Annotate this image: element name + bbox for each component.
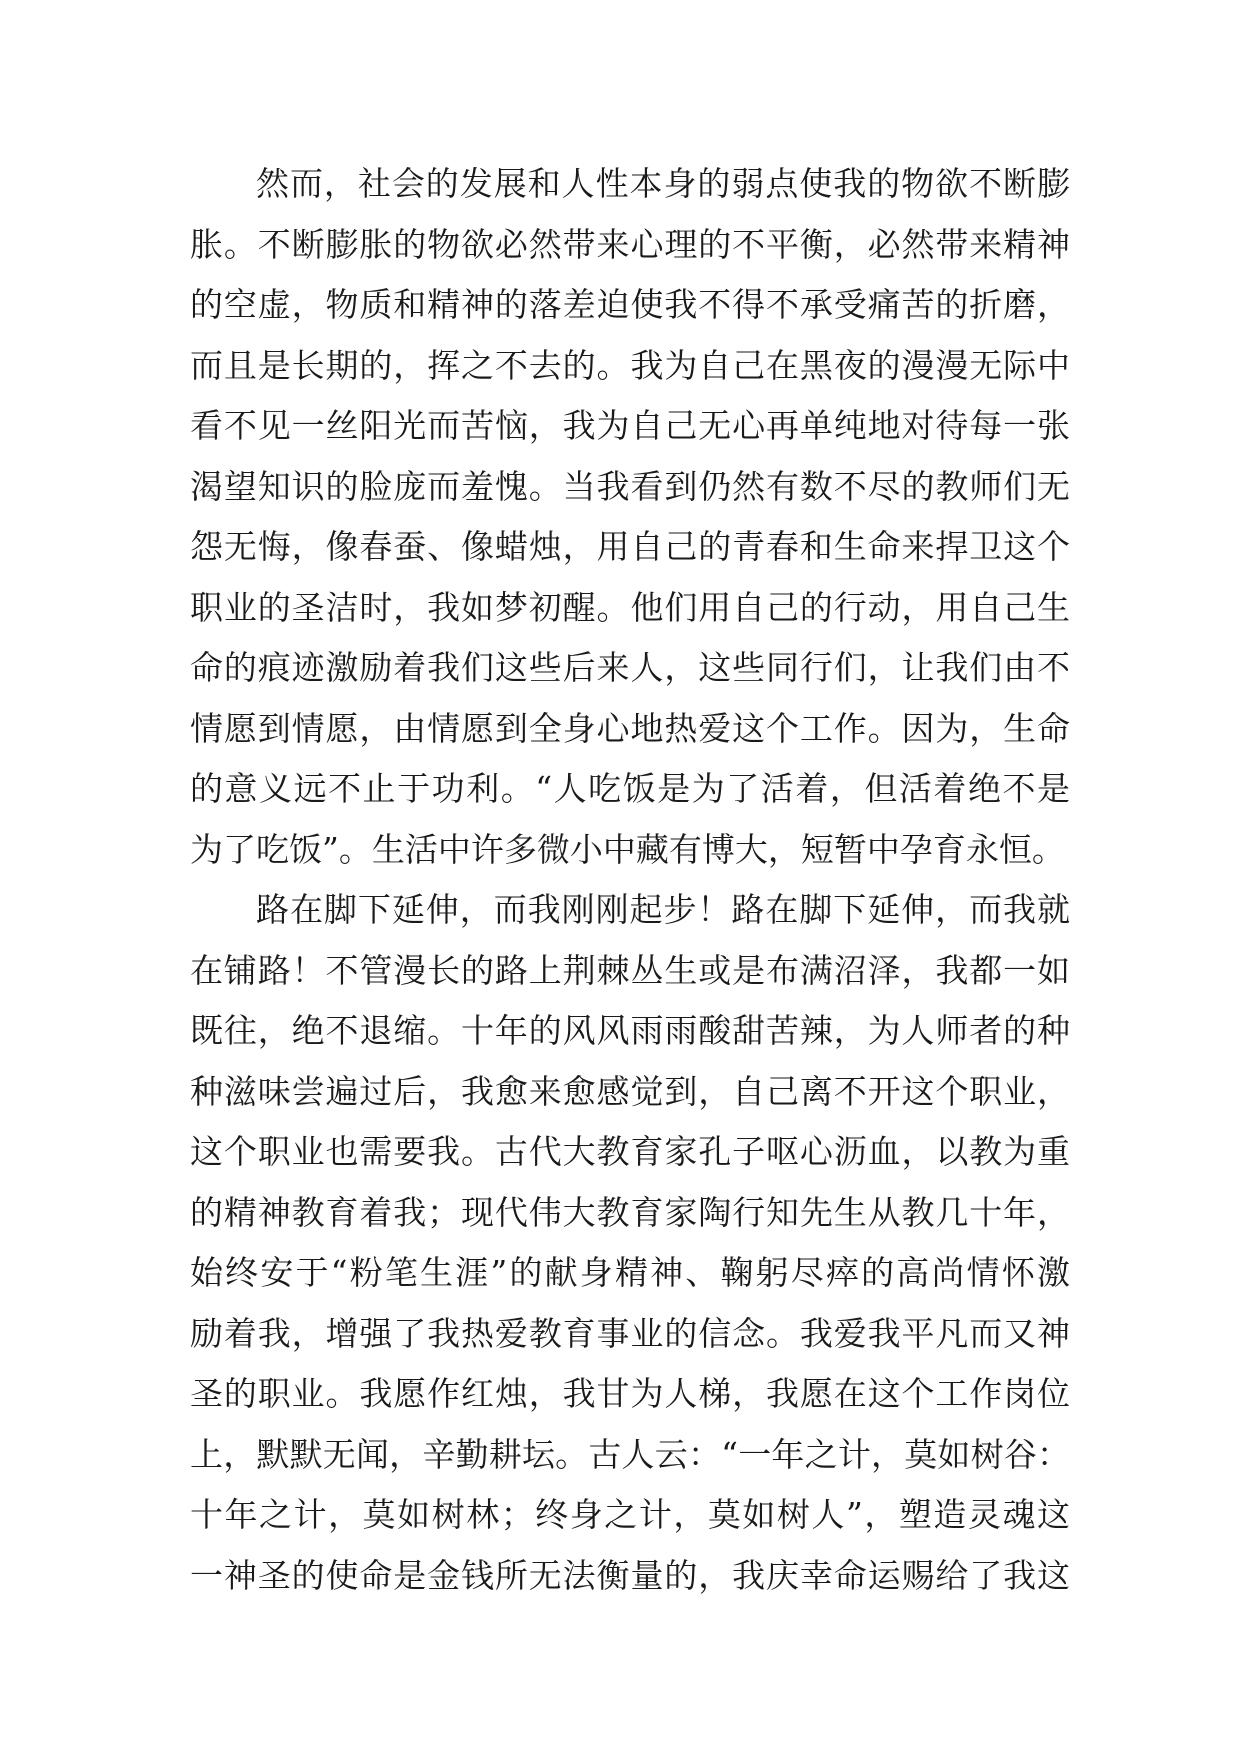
text-line: 为了吃饭”。生活中许多微小中藏有博大，短暂中孕育永恒。 <box>190 829 1065 869</box>
text-line: 这个职业也需要我。古代大教育家孔子呕心沥血，以教为重 <box>190 1132 1070 1171</box>
paragraph-1 <box>190 154 1070 880</box>
text-line: 命的痕迹激励着我们这些后来人，这些同行们，让我们由不 <box>190 648 1070 687</box>
text-line: 既往，绝不退缩。十年的风风雨雨酸甜苦辣，为人师者的种 <box>190 1011 1070 1050</box>
text-line: 职业的圣洁时，我如梦初醒。他们用自己的行动，用自己生 <box>190 587 1070 627</box>
text-line: 的意义远不止于功利。“人吃饭是为了活着，但活着绝不是 <box>190 769 1070 808</box>
text-line: 路在脚下延伸，而我刚刚起步！路在脚下延伸，而我就 <box>256 890 1070 929</box>
text-line: 十年之计，莫如树林；终身之计，莫如树人”，塑造灵魂这 <box>190 1495 1070 1534</box>
text-line: 而且是长期的，挥之不去的。我为自己在黑夜的漫漫无际中 <box>190 345 1070 385</box>
body-text <box>190 154 1070 1606</box>
text-line: 看不见一丝阳光而苦恼，我为自己无心再单纯地对待每一张 <box>190 406 1070 445</box>
text-line: 在铺路！不管漫长的路上荆棘丛生或是布满沼泽，我都一如 <box>190 950 1070 990</box>
text-line: 励着我，增强了我热爱教育事业的信念。我爱我平凡而又神 <box>190 1313 1070 1353</box>
text-line: 上，默默无闻，辛勤耕坛。古人云：“一年之计，莫如树谷： <box>190 1434 1070 1474</box>
text-line: 怨无悔，像春蚕、像蜡烛，用自己的青春和生命来捍卫这个 <box>190 527 1070 566</box>
text-line: 情愿到情愿，由情愿到全身心地热爱这个工作。因为，生命 <box>190 708 1070 748</box>
text-line: 的空虚，物质和精神的落差迫使我不得不承受痛苦的折磨， <box>190 285 1070 324</box>
text-line: 渴望知识的脸庞而羞愧。当我看到仍然有数不尽的教师们无 <box>190 466 1070 506</box>
text-line: 一神圣的使命是金钱所无法衡量的，我庆幸命运赐给了我这 <box>190 1555 1070 1595</box>
text-line: 种滋味尝遍过后，我愈来愈感觉到，自己离不开这个职业， <box>190 1071 1070 1111</box>
text-line: 的精神教育着我；现代伟大教育家陶行知先生从教几十年， <box>190 1192 1070 1232</box>
paragraph-2 <box>190 880 1070 1606</box>
text-line: 始终安于“粉笔生涯”的献身精神、鞠躬尽瘁的高尚情怀激 <box>190 1253 1070 1292</box>
text-line: 圣的职业。我愿作红烛，我甘为人梯，我愿在这个工作岗位 <box>190 1374 1070 1413</box>
text-line: 胀。不断膨胀的物欲必然带来心理的不平衡，必然带来精神 <box>190 224 1070 264</box>
text-line: 然而，社会的发展和人性本身的弱点使我的物欲不断膨 <box>256 164 1070 203</box>
